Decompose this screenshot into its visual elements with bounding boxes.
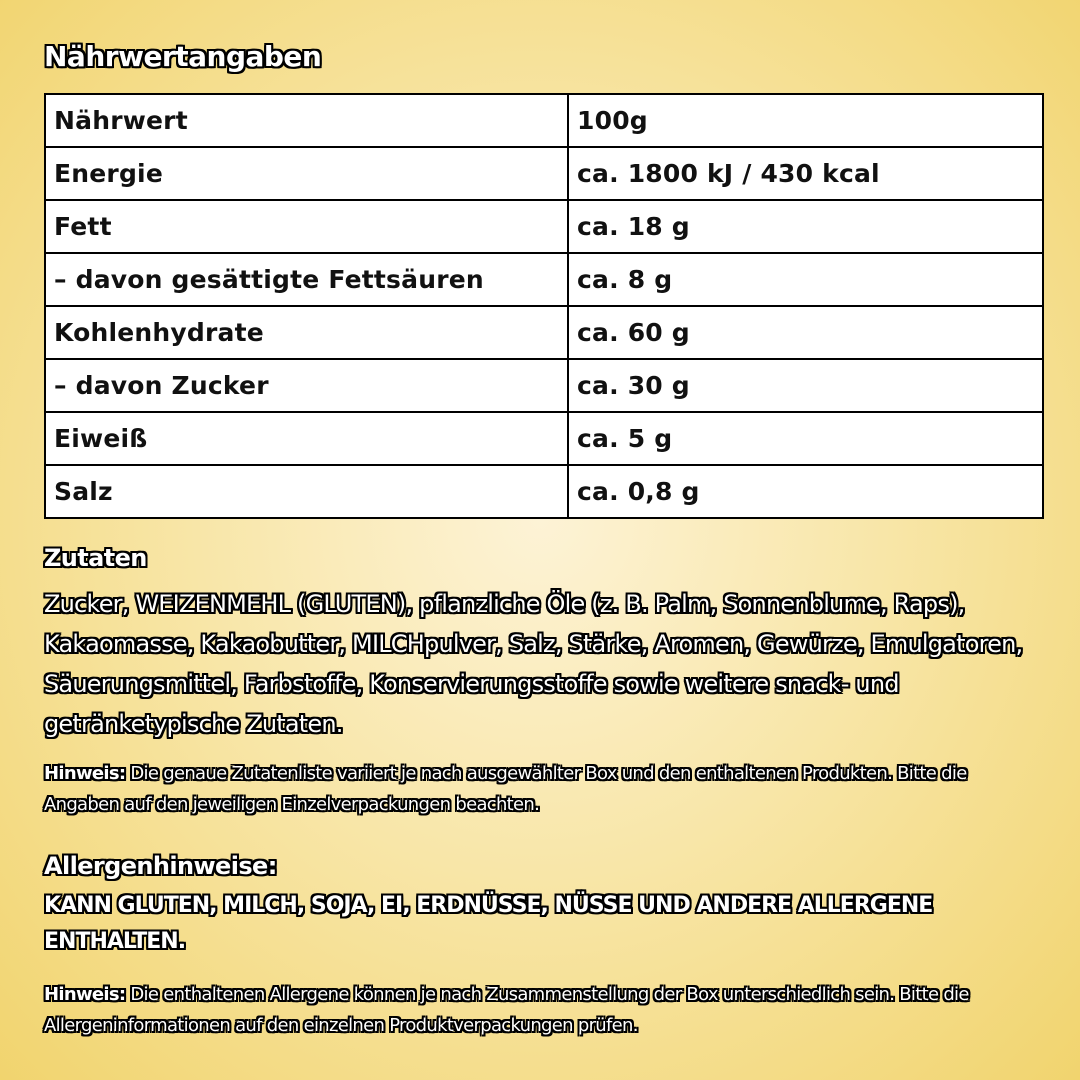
table-row bbox=[45, 412, 1043, 465]
nutrient-value: ca. 1800 kJ / 430 kcal bbox=[568, 147, 1043, 200]
ingredients-note bbox=[44, 758, 1044, 820]
note-label: Hinweis: bbox=[44, 984, 126, 1005]
allergens-note bbox=[44, 979, 1044, 1041]
nutrient-label: Nährwert bbox=[45, 94, 568, 147]
nutrient-label: Kohlenhydrate bbox=[45, 306, 568, 359]
allergens-heading: Allergenhinweise: bbox=[44, 852, 277, 880]
table-row bbox=[45, 200, 1043, 253]
table-row bbox=[45, 147, 1043, 200]
nutrition-table bbox=[44, 93, 1044, 519]
nutrient-label: Energie bbox=[45, 147, 568, 200]
ingredients-heading: Zutaten bbox=[44, 544, 147, 572]
nutrient-label: Salz bbox=[45, 465, 568, 518]
note-label: Hinweis: bbox=[44, 763, 126, 784]
nutrient-value: ca. 60 g bbox=[568, 306, 1043, 359]
nutrient-value: ca. 5 g bbox=[568, 412, 1043, 465]
nutrient-label: – davon gesättigte Fettsäuren bbox=[45, 253, 568, 306]
nutrient-label: – davon Zucker bbox=[45, 359, 568, 412]
table-row bbox=[45, 306, 1043, 359]
nutrient-label: Fett bbox=[45, 200, 568, 253]
nutrient-value: ca. 0,8 g bbox=[568, 465, 1043, 518]
nutrient-value: ca. 18 g bbox=[568, 200, 1043, 253]
nutrient-value: 100g bbox=[568, 94, 1043, 147]
table-row bbox=[45, 94, 1043, 147]
ingredients-text: Zucker, WEIZENMEHL (GLUTEN), pflanzliche Öle (z. B. Palm, Sonnenblume, Raps), Kakaomasse, Kakaobutter, MILCHpulver, Salz, Stärke, Aromen, Gewürze, Emulgatoren, Säuerungsmittel, Farbstoffe, Konservierungsstoffe sowie weitere snack- und getränketypische Zutaten. bbox=[44, 590, 1023, 738]
table-row bbox=[45, 359, 1043, 412]
page-title: Nährwertangaben bbox=[44, 40, 322, 73]
note-text: Die enthaltenen Allergene können je nach Zusammenstellung der Box unterschiedlich sein. Bitte die Allergeninformationen auf den einzelnen Produktverpackungen prüfen. bbox=[44, 984, 969, 1036]
nutrient-value: ca. 30 g bbox=[568, 359, 1043, 412]
table-row bbox=[45, 465, 1043, 518]
note-text: Die genaue Zutatenliste variiert je nach ausgewählter Box und den enthaltenen Produkten. Bitte die Angaben auf den jeweiligen Einzelverpackungen beachten. bbox=[44, 763, 967, 815]
allergens-text: KANN GLUTEN, MILCH, SOJA, EI, ERDNÜSSE, NÜSSE UND ANDERE ALLERGENE ENTHALTEN. bbox=[44, 893, 933, 954]
nutrient-label: Eiweiß bbox=[45, 412, 568, 465]
nutrient-value: ca. 8 g bbox=[568, 253, 1043, 306]
table-row bbox=[45, 253, 1043, 306]
